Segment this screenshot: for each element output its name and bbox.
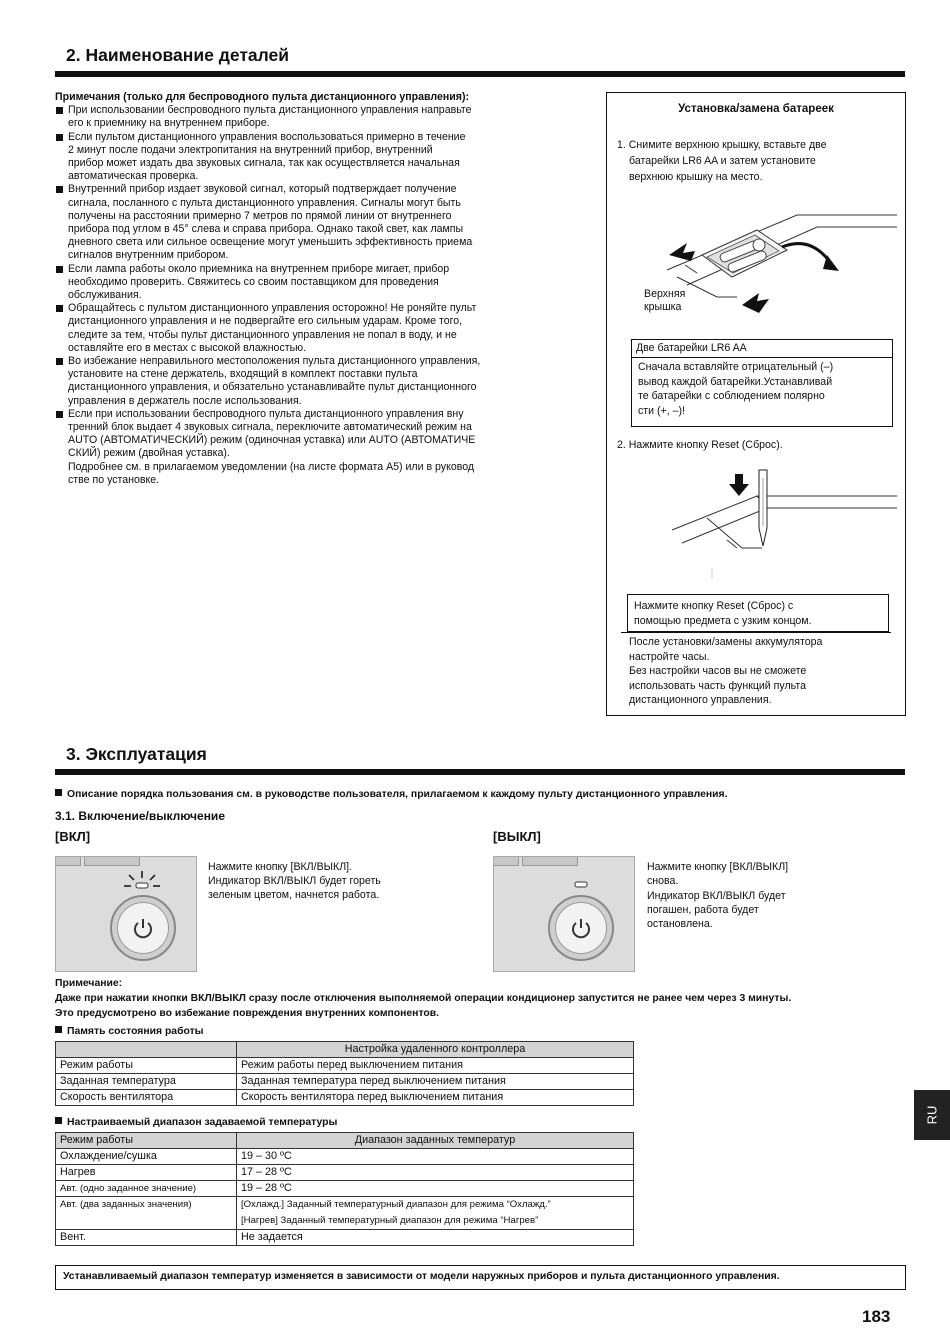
off-instructions: Нажмите кнопку [ВКЛ/ВЫКЛ] снова. Индикатор ВКЛ/ВЫКЛ будет погашен, работа будет остановлена. [647,861,789,931]
reset-note-box: Нажмите кнопку Reset (Сброс) с помощью предмета с узким концом. [627,594,889,632]
after-install-note: После установки/замены аккумулятора настройте часы. Без настройки часов вы не сможете использовать часть функций пульта дистанционного управления. [629,636,823,707]
upper-cover-label: Верхняя крышка [644,288,686,314]
table-row: Авт. (одно заданное значение) 19 – 28 ºC [56,1181,634,1197]
table-row: Авт. (два заданных значения) [Охлажд.] Заданный температурный диапазон для режима “Охлажд.” [Нагрев] Заданный температурный диапазон для режима “Нагрев” [56,1197,634,1230]
bullet-square-icon [55,1026,62,1033]
notes-extra: Подробнее см. в прилагаемом уведомлении (на листе формата А5) или в руковод стве по установке. [68,460,475,486]
note-item: При использовании беспроводного пульта дистанционного управления направьте его к приемнику на внутреннем приборе. [55,104,575,130]
power-icon [132,916,154,940]
notes-list [55,104,575,460]
section-3-title: 3. Эксплуатация [66,744,207,764]
battery-step-1: 1. Снимите верхнюю крышку, вставьте две батарейки LR6 AA и затем установите верхнюю крышку на место. [617,139,827,183]
table-header: Режим работы Диапазон заданных температур [56,1133,634,1149]
bullet-square-icon [55,789,62,796]
table-row: Нагрев 17 – 28 ºC [56,1165,634,1181]
battery-panel [606,92,906,716]
table-row: Вент. Не задается [56,1230,634,1246]
subsection-title: 3.1. Включение/выключение [55,809,225,823]
off-label: [ВЫКЛ] [493,829,541,844]
remote-off-image [493,856,635,972]
on-label: [ВКЛ] [55,829,91,844]
battery-note-title: Две батарейки LR6 AA [632,340,892,358]
language-tab: RU [914,1090,950,1140]
divider-line [621,632,891,633]
power-button[interactable] [117,902,169,954]
note-item: Внутренний прибор издает звуковой сигнал, который подтверждает получение сигнала, посланного с пульта дистанционного управления. Сигналы могут быть получены на расстоянии примерно 7 метров по прямой линии от внутреннего прибора под углом в 45° слева и справа прибора. Однако такой свет, как лампы дневного света или сильное освещение могут уменьшить эффективность приема сигналов внутренним прибором. [55,183,575,262]
memory-title: Память состояния работы [55,1026,204,1037]
indicator-off-icon [574,881,588,889]
remote-on-image [55,856,197,972]
power-button[interactable] [555,902,607,954]
section-divider [55,71,905,77]
table-row: Охлаждение/сушка 19 – 30 ºC [56,1149,634,1165]
battery-title: Установка/замена батареек [678,103,834,115]
section-2-title: 2. Наименование деталей [66,45,289,65]
reset-illustration [667,468,897,583]
battery-note-box [631,339,893,427]
battery-step-2: 2. Нажмите кнопку Reset (Сброс). [617,439,783,451]
table-header: Настройка удаленного контроллера [56,1042,634,1058]
table-row: Заданная температура Заданная температура перед выключением питания [56,1074,634,1090]
bullet-square-icon [55,1117,62,1124]
footer-note-box [55,1265,906,1290]
section-divider [55,769,905,775]
note-item: Обращайтесь с пультом дистанционного управления осторожно! Не роняйте пульт дистанционного управления и не подвергайте его сильным ударам. Кроме того, следите за тем, чтобы пульт дистанционного управления не попал в воду, и не оставляйте его в местах с высокой влажностью. [55,302,575,355]
usage-bullet: Описание порядка пользования см. в руководстве пользователя, прилагаемом к каждому пульту дистанционного управления. [55,789,728,800]
range-table [55,1132,634,1246]
note-item: Если пультом дистанционного управления воспользоваться примерно в течение 2 минут после подачи электропитания на внутренний прибор, внутренний прибор может издать два звуковых сигнала, так как осуществляется начальная автоматическая проверка. [55,131,575,184]
note-item: Если при использовании беспроводного пульта дистанционного управления вну тренний блок выдает 4 звуковых сигнала, переключите автоматический режим на AUTO (АВТОМАТИЧЕСКИЙ) режим (одиночная уставка) или AUTO (АВТОМАТИЧЕ СКИЙ) режим (двойная уставка). [55,408,575,461]
page-number: 183 [862,1307,891,1326]
note-item: Если лампа работы около приемника на внутреннем приборе мигает, прибор необходимо проверить. Свяжитесь со своим поставщиком для проведения обслуживания. [55,263,575,303]
operation-note: Примечание: Даже при нажатии кнопки ВКЛ/ВЫКЛ сразу после отключения выполняемой операции кондиционер запустится не ранее чем через 3 минуты. Это предусмотрено во избежание повреждения внутренних компонентов. [55,978,792,1019]
note-item: Во избежание неправильного местоположения пульта дистанционного управления, установите на стене держатель, входящий в комплект поставки пульта дистанционного управления, и обязательно устанавливайте пульт дистанционного управления в держатель после использования. [55,355,575,408]
indicator-lit-icon [122,869,162,893]
memory-table [55,1041,634,1106]
notes-heading: Примечания (только для беспроводного пульта дистанционного управления): [55,91,470,103]
footer-note: Устанавливаемый диапазон температур изменяется в зависимости от модели наружных приборов и пульта дистанционного управления. [63,1271,780,1282]
battery-note-text: Сначала вставляйте отрицательный (–) вывод каждой батарейки.Устанавливай те батарейки с соблюдением полярно сти (+, –)! [638,361,834,417]
table-row: Режим работы Режим работы перед выключением питания [56,1058,634,1074]
range-title: Настраиваемый диапазон задаваемой температуры [55,1117,337,1128]
power-icon [570,916,592,940]
on-instructions: Нажмите кнопку [ВКЛ/ВЫКЛ]. Индикатор ВКЛ/ВЫКЛ будет гореть зеленым цветом, начнется работа. [208,861,381,901]
table-row: Скорость вентилятора Скорость вентилятора перед выключением питания [56,1090,634,1106]
notes-block [55,91,575,487]
